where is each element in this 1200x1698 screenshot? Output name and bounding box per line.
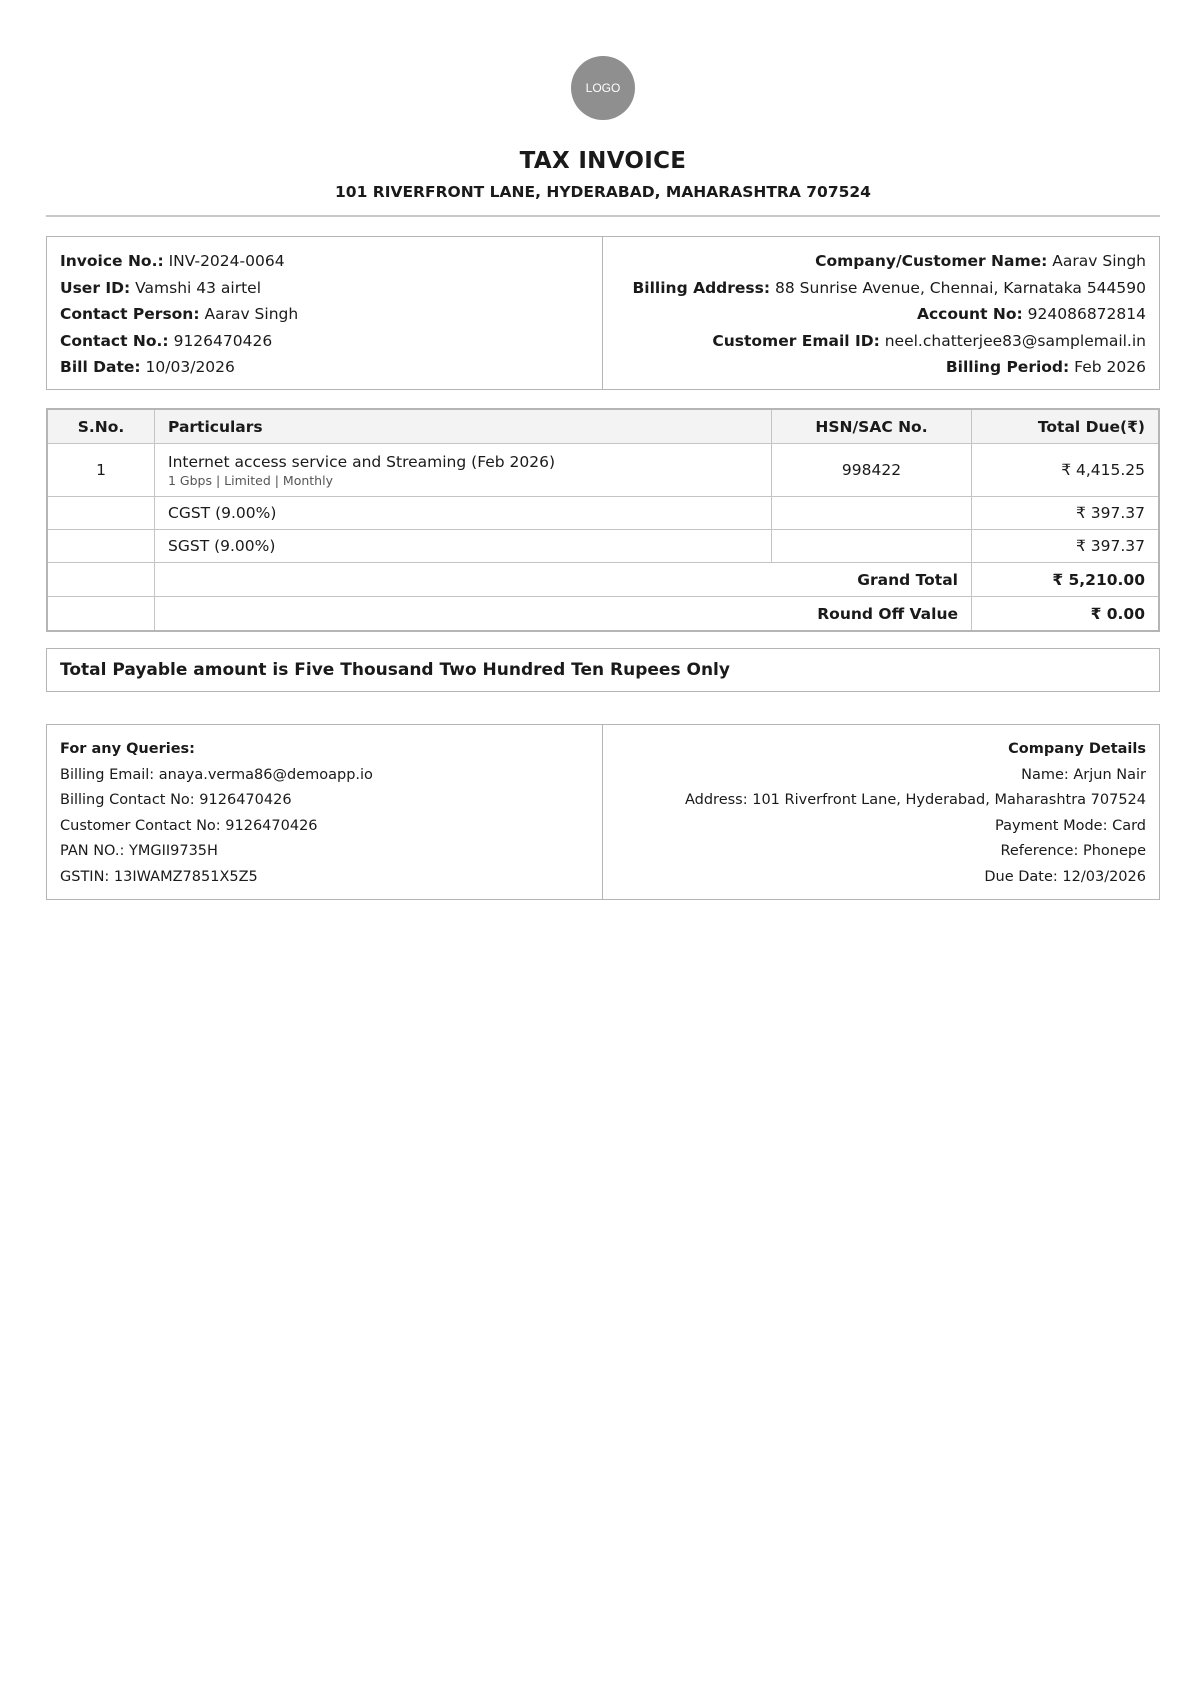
cgst-label: CGST (9.00%) [155,497,772,530]
info-label: Billing Period: [945,358,1070,376]
payment-mode: Payment Mode: Card [994,817,1146,834]
invoice-info-right [603,237,1159,389]
grand-total-amount: ₹ 5,210.00 [972,563,1160,597]
grand-total-row [47,563,1159,597]
info-value: 10/03/2026 [145,358,235,376]
invoice-info-box [46,236,1160,390]
table-header-row [47,409,1159,444]
footer-details-box [46,724,1160,900]
pan-number: PAN NO.: YMGII9735H [60,843,218,860]
info-value: Feb 2026 [1074,358,1146,376]
info-label: Account No: [917,305,1023,323]
item-sno: 1 [47,444,155,497]
logo-area [46,56,1160,120]
invoice-number [60,248,589,275]
info-value: Aarav Singh [204,305,299,323]
due-date: Due Date: 12/03/2026 [984,868,1146,885]
gstin: GSTIN: 13IWAMZ7851X5Z5 [60,868,258,885]
table-row [47,530,1159,563]
customer-email [616,328,1146,355]
company-details-section [603,725,1159,899]
item-description: Internet access service and Streaming (Feb 2026) [168,452,556,471]
item-amount: ₹ 4,415.25 [972,444,1160,497]
company-name: Name: Arjun Nair [1021,766,1146,783]
info-value: neel.chatterjee83@samplemail.in [884,331,1146,350]
billing-contact: Billing Contact No: 9126470426 [60,792,292,809]
info-value: Aarav Singh [1052,252,1146,270]
info-label: Billing Address: [632,278,771,297]
contact-person [60,301,589,328]
empty-cell [47,530,155,563]
contact-number [60,328,589,355]
table-row [47,444,1159,497]
header-total-due: Total Due(₹) [972,409,1160,444]
sgst-label: SGST (9.00%) [155,530,772,563]
info-value: 924086872814 [1027,305,1146,323]
billing-email: Billing Email: anaya.verma86@demoapp.io [60,766,373,783]
account-number [616,301,1146,328]
info-label: Contact No.: [60,331,169,350]
empty-cell [47,563,155,597]
round-off-label: Round Off Value [155,597,972,632]
info-value: 9126470426 [173,331,273,350]
invoice-info-left [47,237,603,389]
total-payable-box [46,648,1160,692]
header-sno: S.No. [47,409,155,444]
invoice-title: TAX INVOICE [519,148,687,174]
info-label: Contact Person: [60,305,200,323]
grand-total-label: Grand Total [155,563,972,597]
bill-date [60,354,589,381]
cgst-amount: ₹ 397.37 [972,497,1160,530]
info-value: Vamshi 43 airtel [135,278,262,297]
queries-heading: For any Queries: [60,741,195,757]
round-off-row [47,597,1159,632]
customer-contact: Customer Contact No: 9126470426 [60,817,318,834]
empty-cell [772,497,972,530]
header-divider [46,215,1160,217]
round-off-amount: ₹ 0.00 [972,597,1160,632]
item-particulars [155,444,772,497]
billing-address [616,275,1146,302]
customer-name [616,248,1146,275]
item-hsn: 998422 [772,444,972,497]
info-label: Customer Email ID: [712,331,880,350]
company-details-heading: Company Details [1008,741,1146,757]
info-value: INV-2024-0064 [168,252,285,270]
sgst-amount: ₹ 397.37 [972,530,1160,563]
header-hsn: HSN/SAC No. [772,409,972,444]
queries-section [47,725,603,899]
company-address-line: Address: 101 Riverfront Lane, Hyderabad, Maharashtra 707524 [684,792,1146,809]
info-label: User ID: [60,278,131,297]
empty-cell [772,530,972,563]
info-value: 88 Sunrise Avenue, Chennai, Karnataka 544590 [775,278,1146,297]
table-row [47,497,1159,530]
invoice-items-table [46,408,1160,632]
info-label: Company/Customer Name: [815,252,1048,270]
item-plan-details: 1 Gbps | Limited | Monthly [168,472,333,488]
header-particulars: Particulars [155,409,772,444]
payment-reference: Reference: Phonepe [1000,843,1146,860]
company-address: 101 RIVERFRONT LANE, HYDERABAD, MAHARASHTRA 707524 [335,183,871,201]
total-payable-text: Total Payable amount is Five Thousand Two Hundred Ten Rupees Only [60,660,730,680]
empty-cell [47,597,155,632]
empty-cell [47,497,155,530]
info-label: Invoice No.: [60,252,164,270]
company-logo: LOGO [571,56,635,120]
user-id [60,275,589,302]
billing-period [616,354,1146,381]
info-label: Bill Date: [60,358,141,376]
